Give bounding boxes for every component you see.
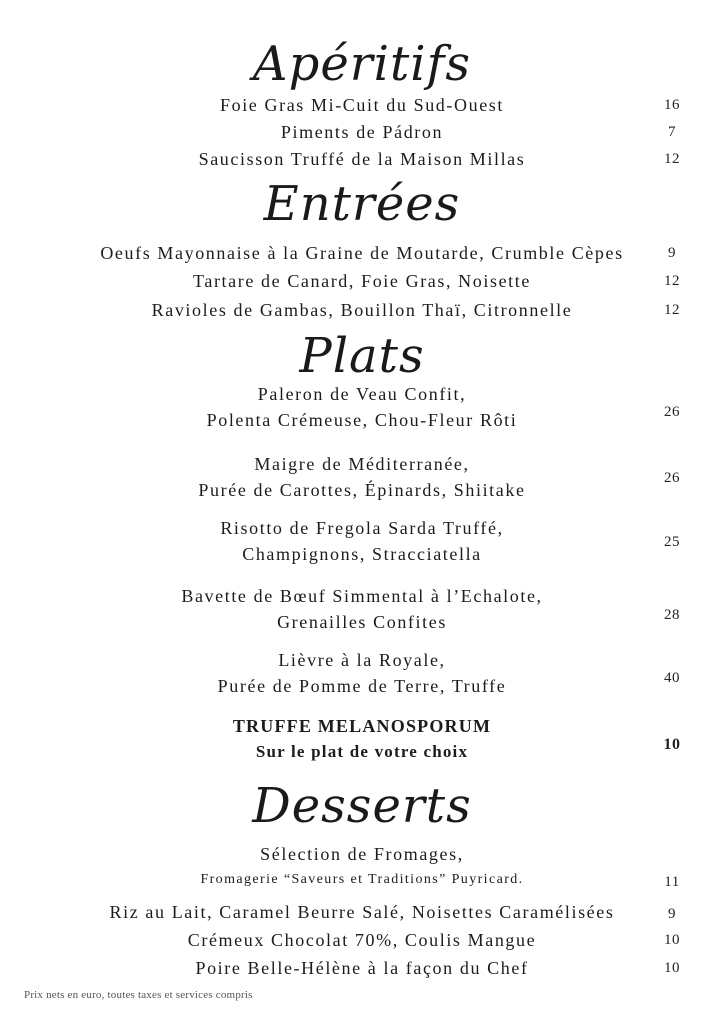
dish-price: 10 — [664, 960, 680, 976]
dish-name — [0, 515, 724, 567]
dish-name: Ravioles de Gambas, Bouillon Thaï, Citronnelle — [151, 300, 573, 320]
dish-name: Tartare de Canard, Foie Gras, Noisette — [193, 271, 531, 291]
dish-description: Sur le plat de votre choix — [255, 742, 469, 761]
dish-price: 9 — [668, 245, 676, 261]
dish-price: 9 — [668, 906, 676, 922]
dish-description: Purée de Pomme de Terre, Truffe — [217, 676, 507, 696]
dish-description: Fromagerie “Saveurs et Traditions” Puyricard. — [200, 872, 524, 887]
dish-price: 12 — [664, 302, 680, 318]
dish-price: 25 — [664, 534, 680, 550]
dish-name: Foie Gras Mi-Cuit du Sud-Ouest — [220, 95, 504, 115]
dish-name: Saucisson Truffé de la Maison Millas — [198, 149, 526, 169]
dish-price: 7 — [668, 124, 676, 140]
dish-description: Purée de Carottes, Épinards, Shiitake — [198, 480, 526, 500]
dish-price: 12 — [664, 151, 680, 167]
dish-name — [0, 647, 724, 699]
dish-price: 16 — [664, 97, 680, 113]
dish-description: Polenta Crémeuse, Chou-Fleur Rôti — [206, 410, 518, 430]
dish-name-line: Sélection de Fromages, — [260, 844, 464, 864]
dish-description: Grenailles Confites — [277, 612, 447, 632]
dish-name-line: Maigre de Méditerranée, — [254, 454, 470, 474]
dish-price: 10 — [664, 932, 680, 948]
dish-name — [0, 713, 724, 765]
dish-name: Poire Belle-Hélène à la façon du Chef — [195, 958, 529, 978]
dish-name-line: Bavette de Bœuf Simmental à l’Echalote, — [181, 586, 543, 606]
dish-name — [0, 381, 724, 433]
dish-price: 40 — [664, 670, 680, 686]
dish-price: 28 — [664, 607, 680, 623]
dish-price: 26 — [664, 470, 680, 486]
price-footnote: Prix nets en euro, toutes taxes et services compris — [24, 989, 253, 1001]
dish-name-line: Paleron de Veau Confit, — [257, 384, 467, 404]
dish-description: Champignons, Stracciatella — [242, 544, 482, 564]
dish-name-line: Lièvre à la Royale, — [278, 650, 446, 670]
dish-name — [0, 451, 724, 503]
dish-price: 10 — [663, 736, 681, 753]
dish-price: 11 — [664, 874, 680, 890]
section-title-desserts: Desserts — [252, 778, 472, 834]
dish-name: Riz au Lait, Caramel Beurre Salé, Noisettes Caramélisées — [109, 902, 615, 922]
dish-name-line: Risotto de Fregola Sarda Truffé, — [220, 518, 504, 538]
dish-name: Crémeux Chocolat 70%, Coulis Mangue — [187, 930, 537, 950]
section-title-aperitifs: Apéritifs — [252, 36, 472, 92]
dish-price: 12 — [664, 273, 680, 289]
section-title-entrees: Entrées — [263, 176, 461, 232]
dish-name: Oeufs Mayonnaise à la Graine de Moutarde, Crumble Cèpes — [100, 243, 624, 263]
section-title-plats: Plats — [299, 328, 425, 384]
dish-name — [0, 583, 724, 635]
dish-name-line: TRUFFE MELANOSPORUM — [232, 716, 492, 736]
dish-name — [0, 841, 724, 893]
dish-price: 26 — [664, 404, 680, 420]
dish-name: Piments de Pádron — [280, 122, 444, 142]
